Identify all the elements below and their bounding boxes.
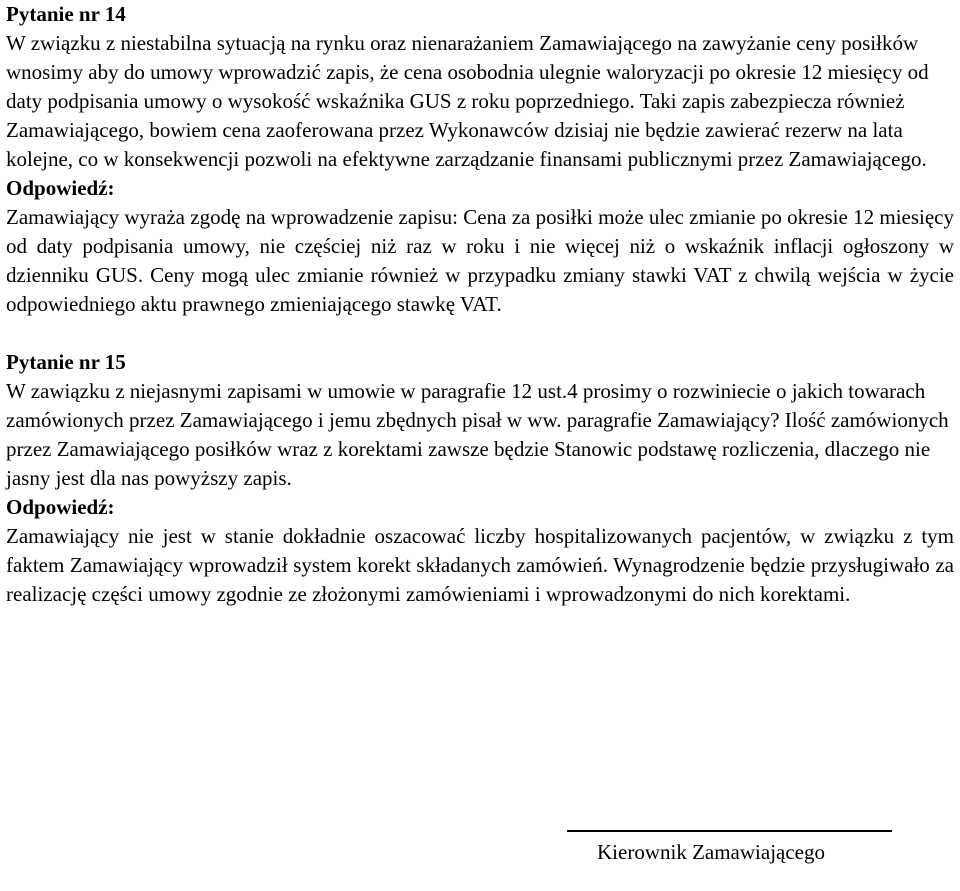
question-14-title: Pytanie nr 14 [6,2,126,26]
answer-14-text: Zamawiający wyraża zgodę na wprowadzenie zapisu: Cena za posiłki może ulec zmianie po okresie 12 miesięcy od daty podpisania umowy, nie częściej niż raz w roku i nie więcej niż o wskaźnik inflacji ogłoszony w dzienniku GUS. Ceny mogą ulec zmianie również w przypadku zmiany stawki VAT z chwilą wejścia w życie odpowiedniego aktu prawnego zmieniającego stawkę VAT. [6,205,954,316]
question-14-text: W związku z niestabilna sytuacją na rynku oraz nienarażaniem Zamawiającego na zawyżanie ceny posiłków wnosimy aby do umowy wprowadzić zapis, że cena osobodnia ulegnie waloryzacji po okresie 12 miesięcy od daty podpisania umowy o wysokość wskaźnika GUS z roku poprzedniego. Taki zapis zabezpiecza również Zamawiającego, bowiem cena zaoferowana przez Wykonawców dzisiaj nie będzie zawierać rezerw na lata kolejne, co w konsekwencji pozwoli na efektywne zarządzanie finansami publicznymi przez Zamawiającego. [6,31,929,171]
signature-block [567,830,892,866]
answer-14-label: Odpowiedź: [6,176,115,200]
question-15-title: Pytanie nr 15 [6,350,126,374]
signature-title: Kierownik Zamawiającego [597,840,825,864]
question-15-section [6,348,954,609]
answer-15-text: Zamawiający nie jest w stanie dokładnie oszacować liczby hospitalizowanych pacjentów, w związku z tym faktem Zamawiający wprowadził system korekt składanych zamówień. Wynagrodzenie będzie przysługiwało za realizację części umowy zgodnie ze złożonymi zamówieniami i wprowadzonymi do nich korektami. [6,524,954,606]
question-14-section [6,0,954,319]
question-15-text: W zawiązku z niejasnymi zapisami w umowie w paragrafie 12 ust.4 prosimy o rozwiniecie o jakich towarach zamówionych przez Zamawiającego i jemu zbędnych pisał w ww. paragrafie Zamawiający? Ilość zamówionych przez Zamawiającego posiłków wraz z korektami zawsze będzie Stanowic podstawę rozliczenia, dlaczego nie jasny jest dla nas powyższy zapis. [6,379,949,490]
document-body [6,0,954,609]
answer-15-label: Odpowiedź: [6,495,115,519]
signature-line [567,830,892,832]
section-spacer [6,319,954,348]
